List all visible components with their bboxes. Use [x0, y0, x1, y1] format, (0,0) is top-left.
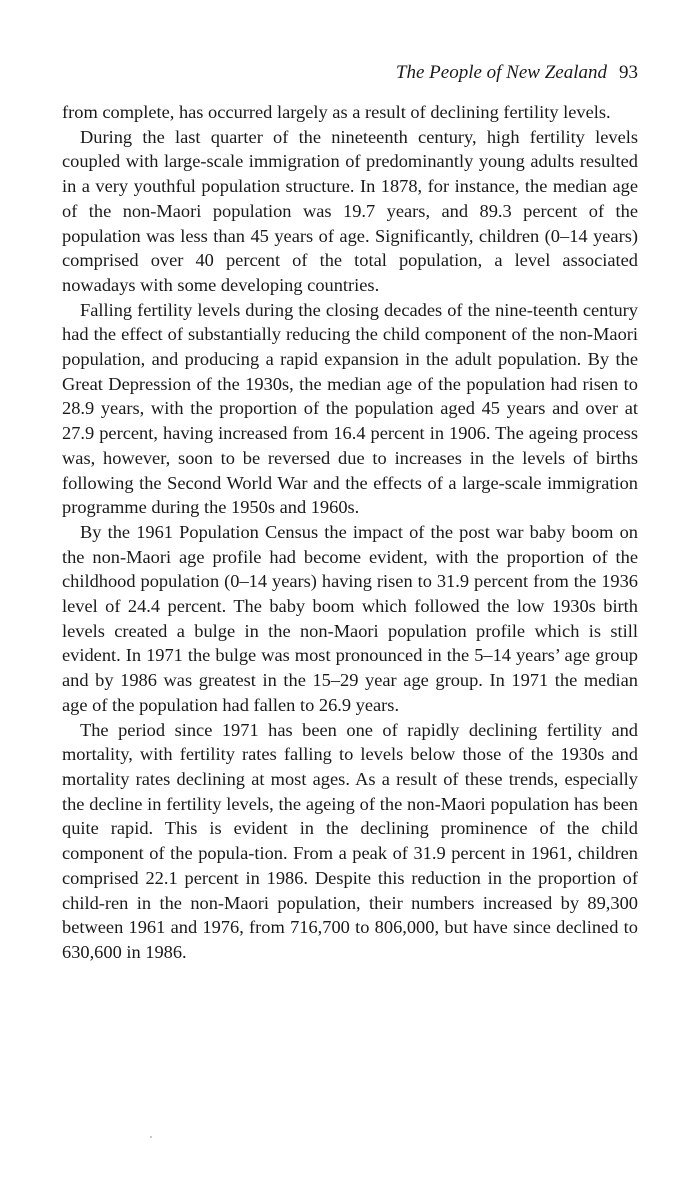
- page-number: 93: [619, 62, 638, 83]
- running-header-title: The People of New Zealand: [395, 62, 607, 83]
- body-text: [62, 100, 638, 965]
- paragraph-nineteenth-century: During the last quarter of the nineteenth century, high fertility levels coupled with large-scale immigration of predominantly young adults resulted in a very youthful population structure. In 1878, for instance, the median age of the non-Maori population was 19.7 years, and 89.3 percent of the population was less than 45 years of age. Significantly, children (0–14 years) comprised over 40 percent of the total population, a level associated nowadays with some developing countries.: [62, 126, 638, 295]
- paragraph-since-1971: The period since 1971 has been one of rapidly declining fertility and mortality, with fertility rates falling to levels below those of the 1930s and mortality rates declining at most ages. As a result of these trends, especially the decline in fertility levels, the ageing of the non-Maori population has been quite rapid. This is evident in the declining prominence of the child component of the popula-tion. From a peak of 31.9 percent in 1961, children comprised 22.1 percent in 1986. Despite this reduction in the proportion of child-ren in the non-Maori population, their numbers increased by 89,300 between 1961 and 1976, from 716,700 to 806,000, but have since declined to 630,600 in 1986.: [62, 719, 638, 962]
- book-page: [62, 58, 638, 965]
- scan-speck: [150, 1136, 152, 1138]
- running-header: [62, 58, 638, 88]
- paragraph-continuation: from complete, has occurred largely as a result of declining fertility levels.: [62, 102, 611, 122]
- paragraph-falling-fertility: Falling fertility levels during the closing decades of the nine-teenth century had the effect of substantially reducing the child component of the non-Maori population, and producing a rapid expansion in the adult population. By the Great Depression of the 1930s, the median age of the population had risen to 28.9 years, with the proportion of the population aged 45 years and over at 27.9 percent, having increased from 16.4 percent in 1906. The ageing process was, however, soon to be reversed due to increases in the levels of births following the Second World War and the effects of a large-scale immigration programme during the 1950s and 1960s.: [62, 299, 638, 518]
- paragraph-1961-census: By the 1961 Population Census the impact of the post war baby boom on the non-Maori age profile had become evident, with the proportion of the childhood population (0–14 years) having risen to 31.9 percent from the 1936 level of 24.4 percent. The baby boom which followed the low 1930s birth levels created a bulge in the non-Maori population profile which is still evident. In 1971 the bulge was most pronounced in the 5–14 years’ age group and by 1986 was greatest in the 15–29 year age group. In 1971 the median age of the population had fallen to 26.9 years.: [62, 521, 638, 715]
